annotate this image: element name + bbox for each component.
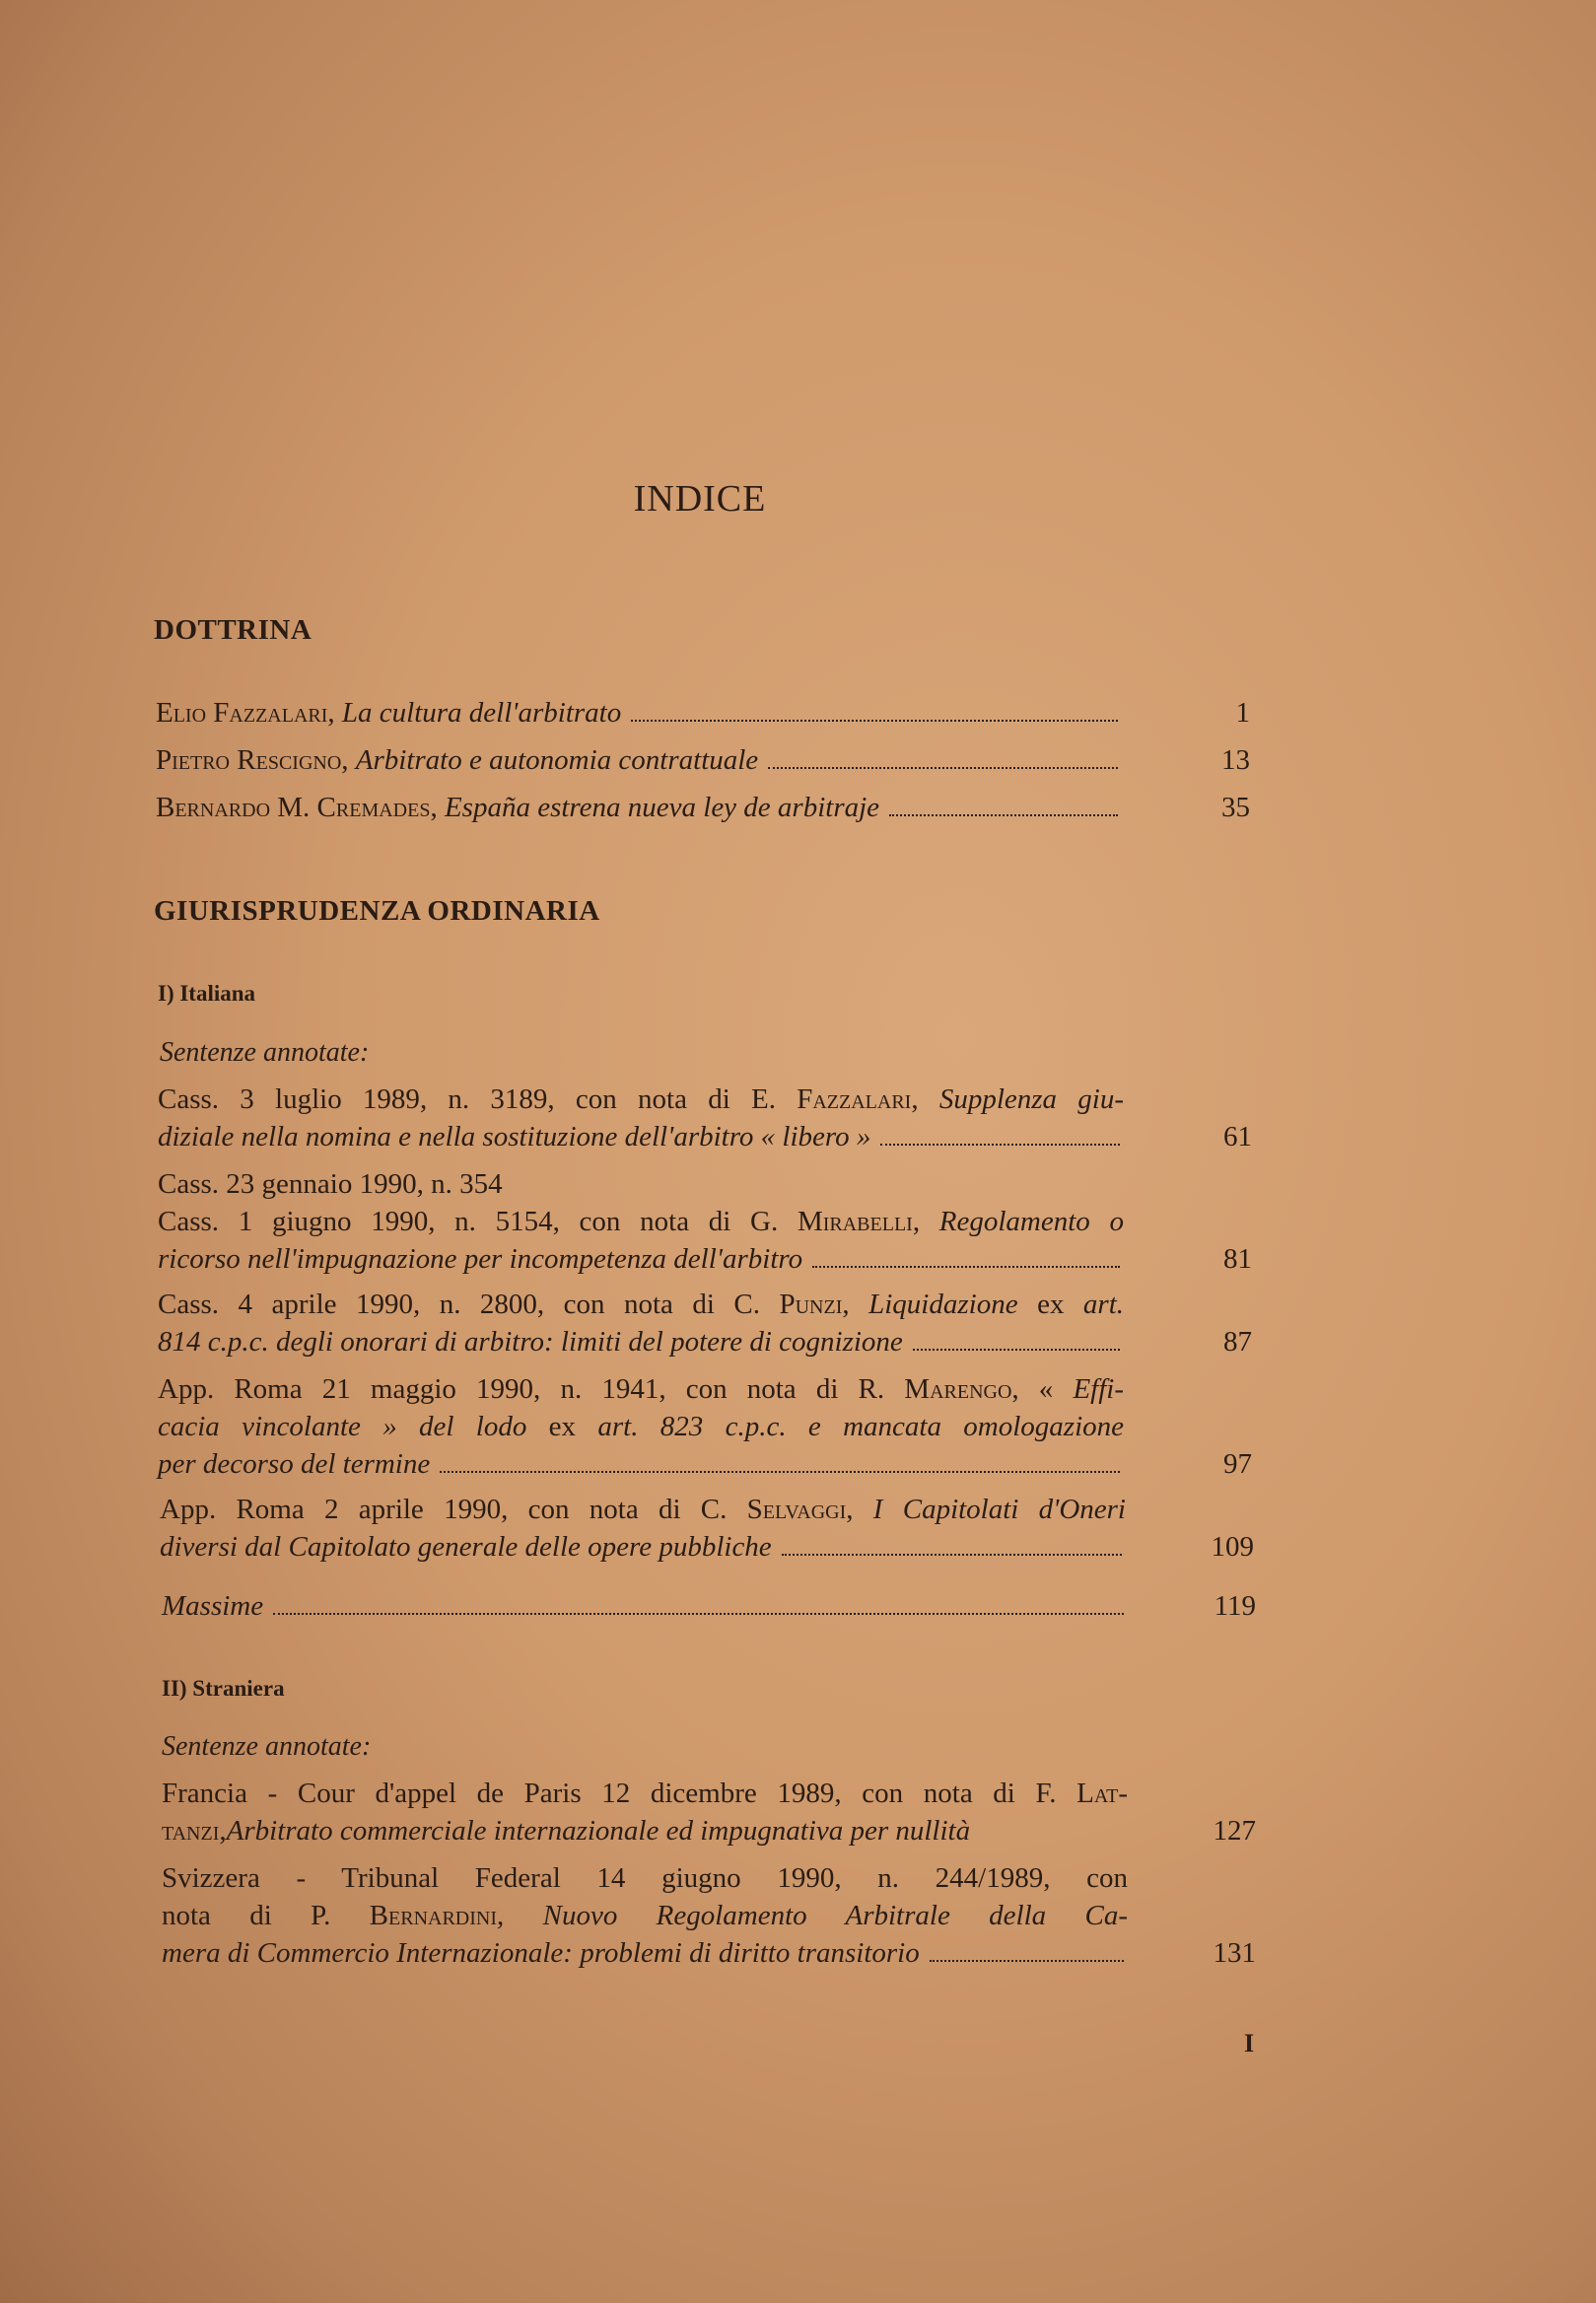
dot-leader bbox=[930, 1960, 1124, 1962]
entry-page-number: 87 bbox=[1223, 1326, 1252, 1358]
dot-leader bbox=[273, 1613, 1124, 1615]
subsection-heading-italiana: I) Italiana bbox=[158, 981, 256, 1006]
entry-title: ricorso nell'impugnazione per incompetenza dell'arbitro bbox=[158, 1243, 803, 1275]
dot-leader bbox=[631, 720, 1118, 722]
toc-entry bbox=[160, 1491, 1254, 1566]
dot-leader bbox=[889, 814, 1118, 816]
entry-page-number: 61 bbox=[1223, 1121, 1252, 1152]
entry-title: art. bbox=[1082, 1289, 1125, 1320]
entry-title: 814 c.p.c. degli onorari di arbitro: limiti del potere di cognizione bbox=[158, 1326, 903, 1358]
entry-author: Selvaggi bbox=[746, 1494, 847, 1525]
entry-page-number: 1 bbox=[1235, 697, 1250, 729]
toc-entry-massime bbox=[162, 1587, 1256, 1625]
entry-author: Bernardo M. Cremades bbox=[156, 792, 431, 823]
entry-text: ex bbox=[1017, 1289, 1083, 1320]
entry-author: Mirabelli bbox=[797, 1206, 913, 1237]
page-folio: I bbox=[1244, 2029, 1255, 2058]
dot-leader bbox=[880, 1144, 1120, 1146]
entry-title: Liquidazione bbox=[868, 1289, 1018, 1320]
entry-title: cacia vincolante » del lodo bbox=[158, 1411, 527, 1442]
entry-page-number: 131 bbox=[1213, 1937, 1256, 1969]
dot-leader bbox=[913, 1349, 1120, 1351]
entry-text: Cass. 1 giugno 1990, n. 5154, con nota di G. bbox=[158, 1206, 798, 1237]
toc-entry bbox=[158, 1081, 1252, 1155]
entry-text: , bbox=[911, 1083, 939, 1115]
dot-leader bbox=[812, 1266, 1120, 1268]
entry-author: Punzi bbox=[779, 1289, 843, 1320]
toc-entry bbox=[158, 1286, 1252, 1361]
entry-title: per decorso del termine bbox=[158, 1448, 431, 1480]
entry-text: App. Roma 21 maggio 1990, n. 1941, con nota di R. bbox=[158, 1373, 905, 1405]
entry-text: , bbox=[219, 1815, 227, 1847]
toc-entry bbox=[162, 1859, 1256, 1972]
entry-author: Marengo bbox=[904, 1373, 1012, 1405]
section-heading-dottrina: DOTTRINA bbox=[154, 614, 312, 646]
entry-title: I Capitolati d'Oneri bbox=[872, 1494, 1126, 1525]
entry-author: Elio Fazzalari bbox=[156, 697, 328, 729]
entry-text: Cass. 23 gennaio 1990, n. 354 bbox=[158, 1168, 503, 1200]
toc-entry bbox=[158, 1165, 1252, 1278]
dot-leader bbox=[440, 1471, 1120, 1473]
entry-title: Arbitrato commerciale internazionale ed impugnativa per nullità bbox=[226, 1815, 971, 1847]
entry-text: Cass. 3 luglio 1989, n. 3189, con nota di E. bbox=[158, 1083, 798, 1115]
dot-leader bbox=[768, 767, 1118, 769]
entry-title: Nuovo Regolamento Arbitrale della Ca- bbox=[542, 1900, 1128, 1931]
entry-page-number: 35 bbox=[1221, 792, 1250, 823]
subsection-heading-straniera: II) Straniera bbox=[162, 1676, 285, 1701]
entry-text: Cass. 4 aprile 1990, n. 2800, con nota di C. bbox=[158, 1289, 780, 1320]
entry-title: art. 823 c.p.c. e mancata omologazione bbox=[597, 1411, 1125, 1442]
entry-author: Pietro Rescigno bbox=[156, 744, 342, 776]
entry-author: tanzi bbox=[162, 1815, 220, 1847]
entry-title: diversi dal Capitolato generale delle opere pubbliche bbox=[160, 1531, 772, 1563]
dot-leader bbox=[782, 1554, 1122, 1556]
entry-page-number: 127 bbox=[1213, 1815, 1256, 1847]
toc-entry: Elio Fazzalari , La cultura dell'arbitrato 1 bbox=[156, 694, 1250, 732]
entry-text: ex bbox=[526, 1411, 598, 1442]
section-heading-giurisprudenza: GIURISPRUDENZA ORDINARIA bbox=[154, 895, 600, 927]
entry-text: , bbox=[846, 1494, 873, 1525]
page-title: INDICE bbox=[633, 478, 767, 520]
entry-title: Arbitrato e autonomia contrattuale bbox=[355, 744, 759, 776]
toc-entry: Pietro Rescigno , Arbitrato e autonomia contrattuale 13 bbox=[156, 741, 1250, 779]
entry-author: Lat- bbox=[1076, 1778, 1128, 1809]
entry-page-number: 109 bbox=[1211, 1531, 1254, 1563]
entry-author: Fazzalari bbox=[797, 1083, 912, 1115]
entry-text: App. Roma 2 aprile 1990, con nota di C. bbox=[160, 1494, 747, 1525]
entry-text: , bbox=[912, 1206, 939, 1237]
entry-title: diziale nella nomina e nella sostituzione dell'arbitro « libero » bbox=[158, 1121, 871, 1152]
entry-page-number: 81 bbox=[1223, 1243, 1252, 1275]
entry-text: , « bbox=[1011, 1373, 1074, 1405]
entry-title: Massime bbox=[162, 1590, 264, 1622]
toc-entry: Bernardo M. Cremades , España estrena nueva ley de arbitraje 35 bbox=[156, 789, 1250, 826]
entry-text: , bbox=[497, 1900, 543, 1931]
entry-title: Effi- bbox=[1073, 1373, 1124, 1405]
entry-author: Bernardini bbox=[369, 1900, 498, 1931]
entry-text: Svizzera - Tribunal Federal 14 giugno 1990, n. 244/1989, con bbox=[162, 1862, 1128, 1894]
entry-title: Supplenza giu- bbox=[938, 1083, 1125, 1115]
label-sentenze-annotate: Sentenze annotate: bbox=[160, 1037, 370, 1068]
entry-title: La cultura dell'arbitrato bbox=[341, 697, 622, 729]
entry-page-number: 97 bbox=[1223, 1448, 1252, 1480]
entry-title: España estrena nueva ley de arbitraje bbox=[444, 792, 880, 823]
toc-entry bbox=[158, 1370, 1252, 1483]
entry-text: nota di P. bbox=[162, 1900, 370, 1931]
entry-title: Regolamento o bbox=[938, 1206, 1124, 1237]
entry-title: mera di Commercio Internazionale: problemi di diritto transitorio bbox=[162, 1937, 920, 1969]
entry-page-number: 119 bbox=[1214, 1590, 1256, 1622]
toc-entry bbox=[162, 1775, 1256, 1849]
entry-text: Francia - Cour d'appel de Paris 12 dicembre 1989, con nota di F. bbox=[162, 1778, 1077, 1809]
label-sentenze-annotate: Sentenze annotate: bbox=[162, 1731, 372, 1762]
entry-text: , bbox=[842, 1289, 869, 1320]
entry-page-number: 13 bbox=[1221, 744, 1250, 776]
